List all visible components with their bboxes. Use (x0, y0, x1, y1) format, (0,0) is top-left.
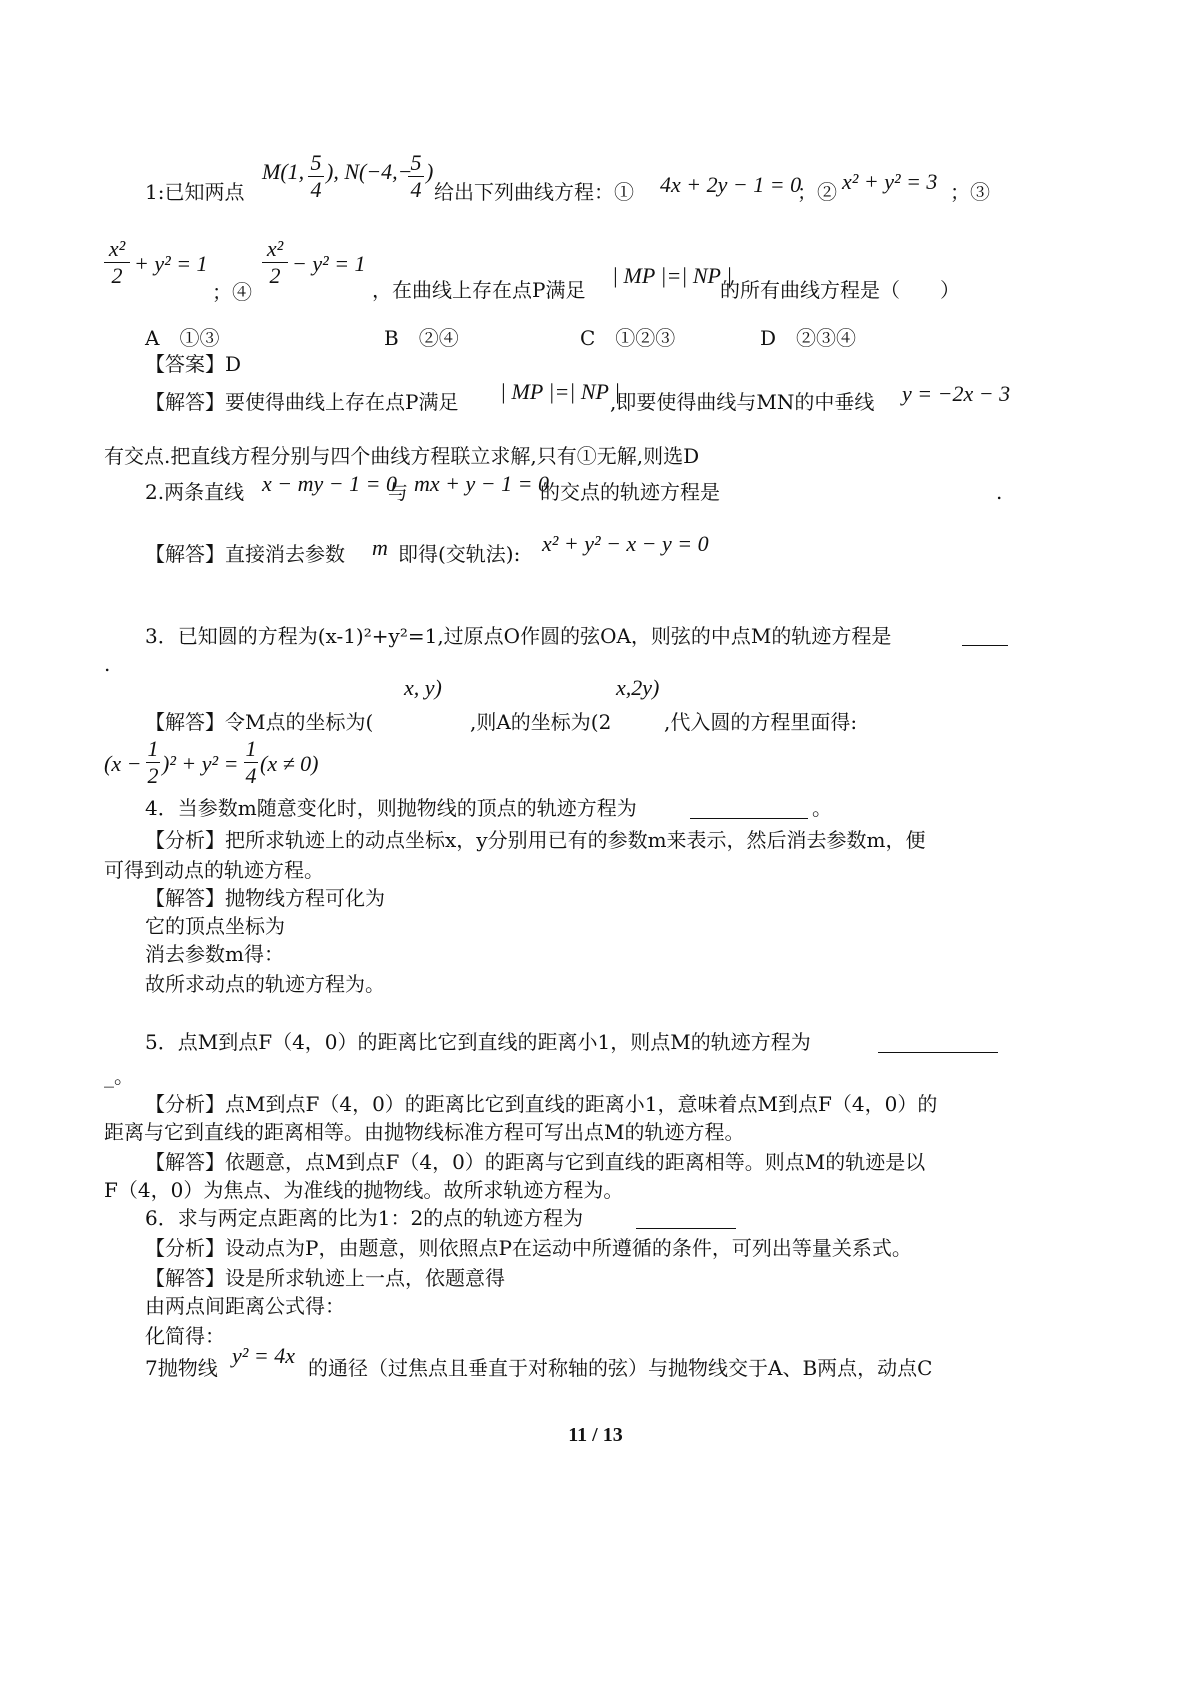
q2-lead: 2.两条直线 (145, 480, 245, 504)
q1-semi1: ；② (797, 180, 837, 204)
q1-solution-line: y = −2x − 3 (902, 381, 1011, 406)
q6-solution-2: 由两点间距离公式得： (145, 1294, 345, 1318)
q3-solution-b: ,则A的坐标为(2 (470, 710, 612, 734)
q1-solution-tail: 有交点.把直线方程分别与四个曲线方程联立求解,只有①无解,则选D (104, 444, 700, 468)
q4-answer-blank (690, 818, 808, 819)
q3-result-frac1: 1 2 (147, 736, 159, 788)
q3-float-x2y: x,2y) (616, 675, 660, 700)
q1-option-a: A ①③ (145, 326, 220, 350)
q3-solution-a: 【解答】令M点的坐标为( (145, 710, 374, 734)
q4-solution-2: 它的顶点坐标为 (145, 914, 285, 938)
q1-cond-eq: | MP |=| NP | (612, 263, 733, 288)
q4-analysis-1: 【分析】把所求轨迹上的动点坐标x，y分别用已有的参数m来表示，然后消去参数m，便 (145, 828, 926, 852)
q2-eq1: x − my − 1 = 0 (262, 471, 397, 496)
q6-analysis: 【分析】设动点为P，由题意，则依照点P在运动中所遵循的条件，可列出等量关系式。 (145, 1236, 912, 1260)
q1-eq2: x² + y² = 3 (842, 169, 938, 194)
q4-solution-3: 消去参数m得： (145, 942, 284, 966)
q1-eq1: 4x + 2y − 1 = 0 (660, 172, 802, 197)
q1-point-n: ), N(−4,− (326, 159, 413, 184)
q4-solution-1: 【解答】抛物线方程可化为 (145, 886, 385, 910)
q5-solution-1: 【解答】依题意，点M到点F（4，0）的距离与它到直线的距离相等。则点M的轨迹是以 (145, 1150, 926, 1174)
q2-end: . (996, 480, 1003, 504)
q4-text: 4．当参数m随意变化时，则抛物线的顶点的轨迹方程为 (145, 796, 637, 820)
q1-point-close: ) (426, 159, 434, 184)
q7-lead: 7抛物线 (145, 1356, 218, 1380)
q1-semi2: ；③ (950, 180, 990, 204)
q3-result-mid: )² + y² = (162, 751, 239, 776)
q5-analysis-2: 距离与它到直线的距离相等。由抛物线标准方程可写出点M的轨迹方程。 (104, 1120, 745, 1144)
q3-result-lead: (x − (104, 751, 142, 776)
q1-option-c: C ①②③ (580, 326, 676, 350)
q5-end: _。 (104, 1064, 134, 1088)
q2-and: 与 (388, 480, 408, 504)
q4-end: 。 (812, 796, 832, 820)
q3-dot: . (104, 652, 111, 676)
q1-point-m: M(1, (262, 159, 305, 184)
q1-option-d: D ②③④ (760, 326, 857, 350)
q1-lead: 1:已知两点 (145, 180, 245, 204)
q5-text: 5．点M到点F（4，0）的距离比它到直线的距离小1，则点M的轨迹方程为 (145, 1030, 811, 1054)
q6-text: 6．求与两定点距离的比为1：2的点的轨迹方程为 (145, 1206, 584, 1230)
q3-solution-c: ,代入圆的方程里面得: (664, 710, 858, 734)
q1-eq4-frac: x² 2 (262, 236, 288, 289)
q6-solution-1: 【解答】设是所求轨迹上一点，依题意得 (145, 1266, 505, 1290)
q3-float-xy: x, y) (404, 675, 442, 700)
q4-analysis-2: 可得到动点的轨迹方程。 (104, 858, 324, 882)
q7-tail: 的通径（过焦点且垂直于对称轴的弦）与抛物线交于A、B两点，动点C (308, 1356, 933, 1380)
q5-solution-2: F（4，0）为焦点、为准线的抛物线。故所求轨迹方程为。 (104, 1178, 624, 1202)
q7-eq: y² = 4x (232, 1343, 295, 1368)
q6-answer-blank (636, 1228, 736, 1229)
q1-option-b: B ②④ (384, 326, 459, 350)
q3-text: 3．已知圆的方程为(x-1)²+y²=1,过原点O作圆的弦OA，则弦的中点M的轨迹方程是 (145, 624, 892, 648)
q1-frac-m: 5 4 (308, 150, 324, 203)
q2-solution-eq: x² + y² − x − y = 0 (542, 531, 709, 556)
q1-solution-mid: ,即要使得曲线与MN的中垂线 (610, 390, 875, 414)
q2-solution-mid: 即得(交轨法): (398, 542, 521, 566)
q2-solution-var: m (372, 535, 388, 560)
q1-frac-n: 5 4 (408, 150, 424, 203)
q1-answer: 【答案】D (145, 352, 242, 376)
q1-cond-lead: ，在曲线上存在点P满足 (372, 278, 586, 302)
q6-solution-3: 化简得： (145, 1324, 225, 1348)
q2-solution-lead: 【解答】直接消去参数 (145, 542, 345, 566)
q1-mid: 给出下列曲线方程：① (434, 180, 634, 204)
q3-result-frac2: 1 4 (245, 736, 257, 788)
q2-tail: 的交点的轨迹方程是 (540, 480, 720, 504)
q1-solution-eq: | MP |=| NP | (500, 379, 621, 404)
q1-semi3: ；④ (212, 280, 252, 304)
q1-cond-tail: 的所有曲线方程是（ ） (720, 278, 960, 302)
q1-eq3-frac: x² 2 (104, 236, 130, 289)
q5-answer-blank (878, 1052, 998, 1053)
q1-solution-lead: 【解答】要使得曲线上存在点P满足 (145, 390, 459, 414)
q2-eq2: mx + y − 1 = 0 (414, 471, 549, 496)
q1-eq4-rest: − y² = 1 (292, 251, 366, 276)
q5-analysis-1: 【分析】点M到点F（4，0）的距离比它到直线的距离小1，意味着点M到点F（4，0）的 (145, 1092, 938, 1116)
q3-result-tail: (x ≠ 0) (260, 751, 319, 776)
q3-answer-blank (962, 645, 1008, 646)
q1-eq3-rest: + y² = 1 (134, 251, 208, 276)
page-number: 11 / 13 (568, 1424, 623, 1446)
q4-solution-4: 故所求动点的轨迹方程为。 (145, 972, 385, 996)
